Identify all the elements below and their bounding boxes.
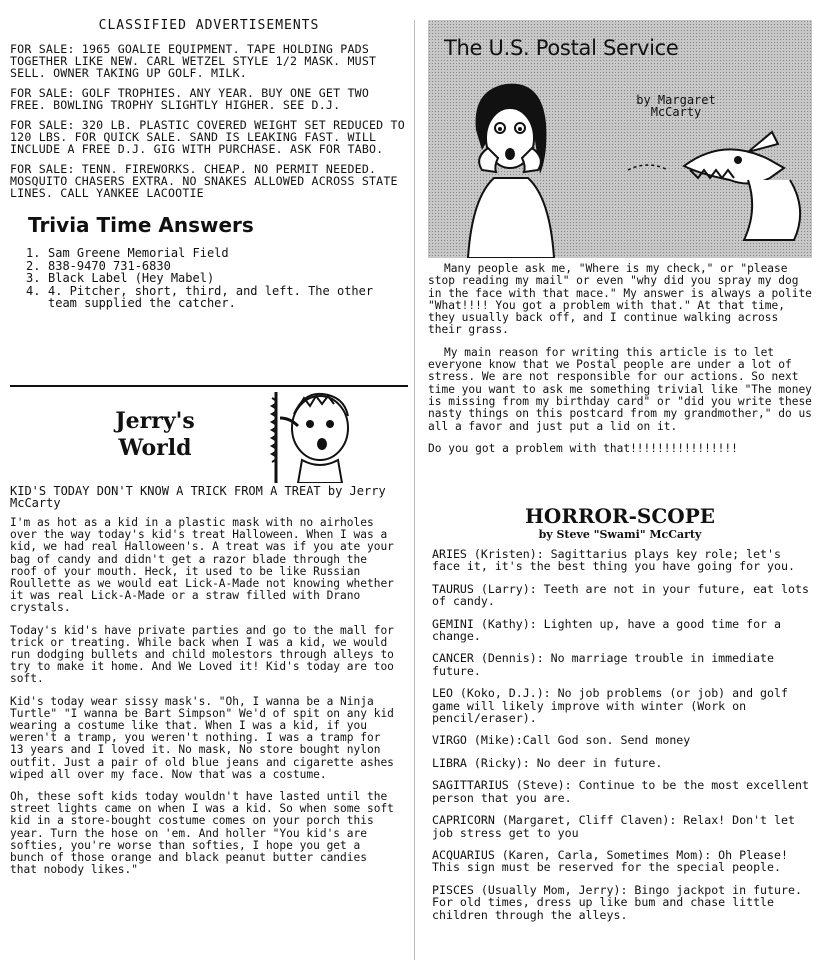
article-paragraph: Oh, these soft kids today wouldn't have lasted until the street lights came on when I was a kid. So when some soft kid in a store-bought costume comes on your porch this year. Turn the hose on 'em. And holler "You kid's are softies, you're worse than softies, I hope you get a bunch of those orange and black peanut butter candies that nobody likes."	[10, 790, 394, 877]
horoscope-entry: LEO (Koko, D.J.): No job problems (or job) and golf game will likely improve with winter (Work on pencil/eraser).	[432, 686, 788, 726]
column-divider	[414, 20, 415, 960]
classified-ad: FOR SALE: 320 LB. PLASTIC COVERED WEIGHT SET REDUCED TO 120 LBS. FOR QUICK SALE. SAND IS LEAKING FAST. WILL INCLUDE A FREE D.J. GIG WITH PURCHASE. ASK FOR TABO.	[10, 118, 405, 156]
jerrys-world-article	[10, 517, 400, 886]
kid-illustration	[258, 388, 368, 483]
horror-scope-byline: by Steve "Swami" McCarty	[538, 528, 702, 541]
article-paragraph: Many people ask me, "Where is my check," or "please stop reading my mail" or even "why did you spray my dog in the face with that mace." My answer is always a polite "What!!!! You got a problem with that." At that time, they usually back off, and I continue walking across their grass.	[428, 262, 812, 337]
classified-ad: FOR SALE: TENN. FIREWORKS. CHEAP. NO PERMIT NEEDED. MOSQUITO CHASERS EXTRA. NO SNAKES ALLOWED ACROSS STATE LINES. CALL YANKEE LACOOTIE	[10, 162, 398, 200]
postal-service-title: The U.S. Postal Service	[444, 36, 679, 60]
horoscope-entry: SAGITTARIUS (Steve): Continue to be the most excellent person that you are.	[432, 778, 809, 805]
horoscope-entry: PISCES (Usually Mom, Jerry): Bingo jackpot in future. For old times, dress up like bum and chase little children through the alleys.	[432, 882, 802, 922]
trivia-answers	[26, 247, 408, 310]
horoscope-entry: LIBRA (Ricky): No deer in future.	[432, 755, 663, 770]
trivia-answer: 3. Black Label (Hey Mabel)	[26, 271, 215, 285]
postal-service-byline: by Margaret McCarty	[636, 93, 716, 119]
trivia-answer: 4. 4. Pitcher, short, third, and left. The other team supplied the catcher.	[26, 283, 374, 310]
trivia-answer: 1. Sam Greene Memorial Field	[26, 246, 229, 260]
jerrys-world-title: Jerry's World	[115, 408, 195, 461]
classified-ad: FOR SALE: GOLF TROPHIES. ANY YEAR. BUY ONE GET TWO FREE. BOWLING TROPHY SLIGHTLY HIGHER. SEE D.J.	[10, 86, 370, 112]
classifieds-title: CLASSIFIED ADVERTISEMENTS	[98, 18, 320, 33]
horoscope-entry: VIRGO (Mike):Call God son. Send money	[432, 733, 691, 748]
article-paragraph: My main reason for writing this article is to let everyone know that we Postal people are under a lot of stress. We are not responsible for our actions. So next time you want to ask me something trivial like "The money is missing from my birthday card" or "did you write these nasty things on this postcard from my grandmother," do us all a favor and just put a lid on it.	[428, 345, 812, 433]
article-paragraph: Kid's today wear sissy mask's. "Oh, I wanna be a Ninja Turtle" "I wanna be Bart Simpson" We'd of spit on any kid wearing a costume like that. When I was a kid, if you weren't a tramp, you weren't nothing. I was a tramp for 13 years and I loved it. No mask, No store bought nylon outfit. Just a pair of old blue jeans and cigarette ashes wiped all over my face. Now that was a costume.	[10, 694, 394, 781]
horoscope-entry: ARIES (Kristen): Sagittarius plays key role; let's face it, it's the best thing you have going for you.	[432, 547, 795, 574]
section-divider	[10, 385, 408, 387]
horoscope-entry: ACQUARIUS (Karen, Carla, Sometimes Mom): Oh Please! This sign must be reserved for the special people.	[432, 847, 788, 875]
jerrys-world-header	[10, 388, 408, 483]
classified-ad: FOR SALE: 1965 GOALIE EQUIPMENT. TAPE HOLDING PADS TOGETHER LIKE NEW. CARL WETZEL STYLE 1/2 MASK. MUST SELL. OWNER TAKING UP GOLF. MILK.	[10, 42, 377, 80]
postal-service-banner	[428, 20, 812, 258]
horror-scope-list	[432, 548, 812, 931]
article-closing: Do you got a problem with that!!!!!!!!!!!!!!!!	[428, 441, 738, 455]
article-paragraph: I'm as hot as a kid in a plastic mask with no airholes over the way today's kid's treat Halloween. When I was a kid, we had real Halloween's. A treat was if you ate your bag of candy and didn't get a razor blade through the roof of your mouth. Heck, it used to be like Russian Roullette as we would eat Lick-A-Made not knowing whether it was real Lick-A-Made or a straw filled with Drano crystals.	[10, 516, 394, 615]
horoscope-entry: GEMINI (Kathy): Lighten up, have a good time for a change.	[432, 616, 782, 644]
article-paragraph: Today's kid's have private parties and go to the mall for trick or treating. While back when I was a kid, we would run dodging bullets and child molestors through alleys to try to make it home. And We Loved it! Kid's today are too soft.	[10, 623, 394, 686]
postal-service-article	[428, 263, 812, 465]
left-column	[10, 0, 408, 310]
horoscope-entry: CANCER (Dennis): No marriage trouble in immediate future.	[432, 651, 775, 678]
horoscope-entry: CAPRICORN (Margaret, Cliff Claven): Relax! Don't let job stress get to you	[432, 813, 795, 840]
horror-scope-title: HORROR-SCOPE	[525, 504, 715, 528]
jerrys-world-subtitle: KID'S TODAY DON'T KNOW A TRICK FROM A TREAT by Jerry McCarty	[10, 484, 386, 510]
horoscope-entry: TAURUS (Larry): Teeth are not in your future, eat lots of candy.	[432, 581, 809, 609]
trivia-answer: 2. 838-9470 731-6830	[26, 258, 171, 273]
trivia-title: Trivia Time Answers	[28, 213, 254, 237]
